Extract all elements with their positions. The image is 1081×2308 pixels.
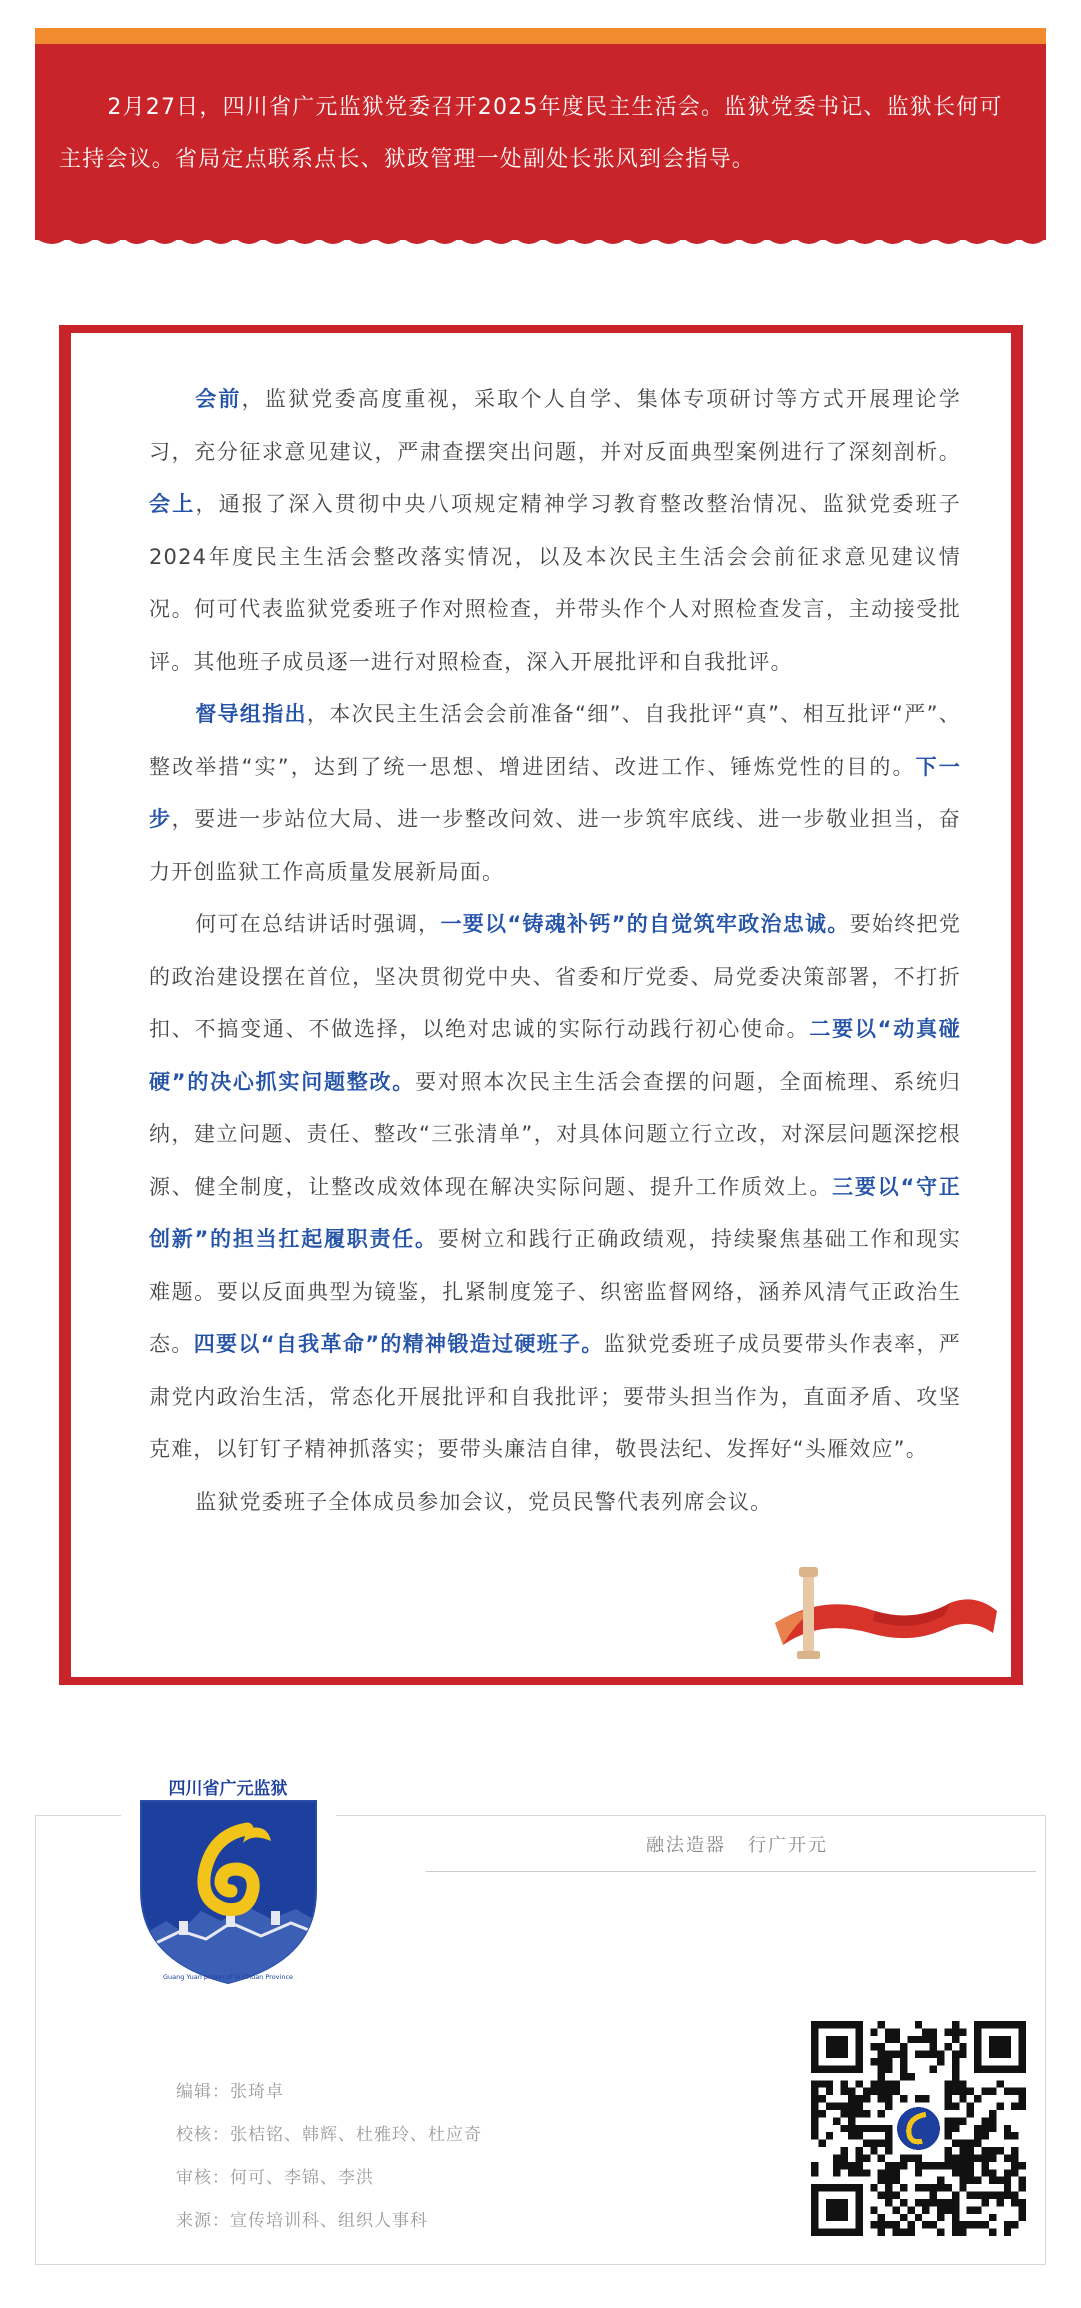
prison-emblem-graphic <box>121 1771 336 1991</box>
credit-editor: 编辑：张琦卓 <box>176 2082 284 2102</box>
paragraph-text: 监狱党委班子成员要带头作表率，严肃党内政治生活，常态化开展批评和自我批评；要带头担当作为，直面矛盾、攻坚克难，以钉钉子精神抓落实；要带头廉洁自律，敬畏法纪、发挥好“头雁效应”。 <box>149 1332 962 1461</box>
keyword-at-meeting: 会上 <box>149 492 196 516</box>
prison-emblem <box>121 1771 336 1991</box>
credit-proofread: 校核：张桔铭、韩辉、杜雅玲、杜应奇 <box>176 2125 482 2145</box>
paragraph-text: ，监狱党委高度重视，采取个人自学、集体专项研讨等方式开展理论学习，充分征求意见建议，严肃查摆突出问题，并对反面典型案例进行了深刻剖析。 <box>149 387 961 464</box>
paragraph-3 <box>149 898 961 1476</box>
header-scallop-edge <box>35 224 1046 254</box>
article-frame <box>59 325 1023 1685</box>
slogan-divider <box>426 1871 1036 1872</box>
paragraph-1 <box>149 373 961 688</box>
paragraph-text: 监狱党委班子全体成员参加会议，党员民警代表列席会议。 <box>195 1489 773 1514</box>
key-point-1: 一要以“铸魂补钙”的自觉筑牢政治忠诚。 <box>440 912 850 936</box>
header-banner <box>35 44 1046 240</box>
paragraph-text: ，本次民主生活会会前准备“细”、自我批评“真”、相互批评“严”、整改举措“实”，达到了统一思想、增进团结、改进工作、锤炼党性的目的。 <box>149 702 961 779</box>
header-summary: 2月27日，四川省广元监狱党委召开2025年度民主生活会。监狱党委书记、监狱长何可主持会议。省局定点联系点长、狱政管理一处副处长张风到会指导。 <box>59 95 1003 172</box>
paragraph-text: 要树立和践行正确政绩观，持续聚焦基础工作和现实难题。要以反面典型为镜鉴，扎紧制度笼子、织密监督网络，涵养风清气正政治生态。 <box>149 1227 961 1356</box>
emblem-title: 四川省广元监狱 <box>168 1779 288 1799</box>
footer-card <box>35 1779 1046 2265</box>
slogan-part-1: 融法造器 <box>646 1835 726 1856</box>
qr-code[interactable] <box>811 2021 1026 2236</box>
keyword-next-step: 下一步 <box>149 754 962 831</box>
credit-source: 来源：宣传培训科、组织人事科 <box>176 2211 428 2231</box>
paragraph-text: ，通报了深入贯彻中央八项规定精神学习教育整改整治情况、监狱党委班子2024年度民主生活会整改落实情况，以及本次民主生活会会前征求意见建议情况。何可代表监狱党委班子作对照检查，并带头作个人对照检查发言，主动接受批评。其他班子成员逐一进行对照检查，深入开展批评和自我批评。 <box>149 492 961 674</box>
credit-review: 审核：何可、李锦、李洪 <box>176 2168 374 2188</box>
emblem-subtitle: Guang Yuan prison of Si Chuan Province <box>162 1973 294 1981</box>
keyword-before-meeting: 会前 <box>195 387 242 411</box>
article-frame-inner <box>71 333 1011 1677</box>
paragraph-2 <box>149 688 961 898</box>
key-point-3: 三要以“守正创新”的担当扛起履职责任。 <box>149 1174 961 1251</box>
paragraph-4 <box>149 1476 961 1529</box>
keyword-supervision-team: 督导组指出 <box>195 702 307 726</box>
paragraph-text: 何可在总结讲话时强调， <box>195 912 441 936</box>
credits-block <box>176 2071 482 2243</box>
footer-slogan <box>646 1831 850 1857</box>
article-body <box>149 373 961 1528</box>
key-point-2: 二要以“动真碰硬”的决心抓实问题整改。 <box>149 1017 961 1094</box>
paragraph-text: ，要进一步站位大局、进一步整改问效、进一步筑牢底线、进一步敬业担当，奋力开创监狱工作高质量发展新局面。 <box>149 807 962 884</box>
paragraph-text: 要对照本次民主生活会查摆的问题，全面梳理、系统归纳，建立问题、责任、整改“三张清单”，对具体问题立行立改，对深层问题深挖根源、健全制度，让整改成效体现在解决实际问题、提升工作质效上。 <box>149 1069 961 1199</box>
paragraph-text: 要始终把党的政治建设摆在首位，坚决贯彻党中央、省委和厅党委、局党委决策部署，不打折扣、不搞变通、不做选择，以绝对忠诚的实际行动践行初心使命。 <box>149 912 962 1041</box>
header-accent-bar <box>35 28 1046 44</box>
slogan-part-2: 行广开元 <box>748 1835 828 1856</box>
red-flag-decoration <box>765 1553 1005 1663</box>
key-point-4: 四要以“自我革命”的精神锻造过硬班子。 <box>193 1332 604 1356</box>
